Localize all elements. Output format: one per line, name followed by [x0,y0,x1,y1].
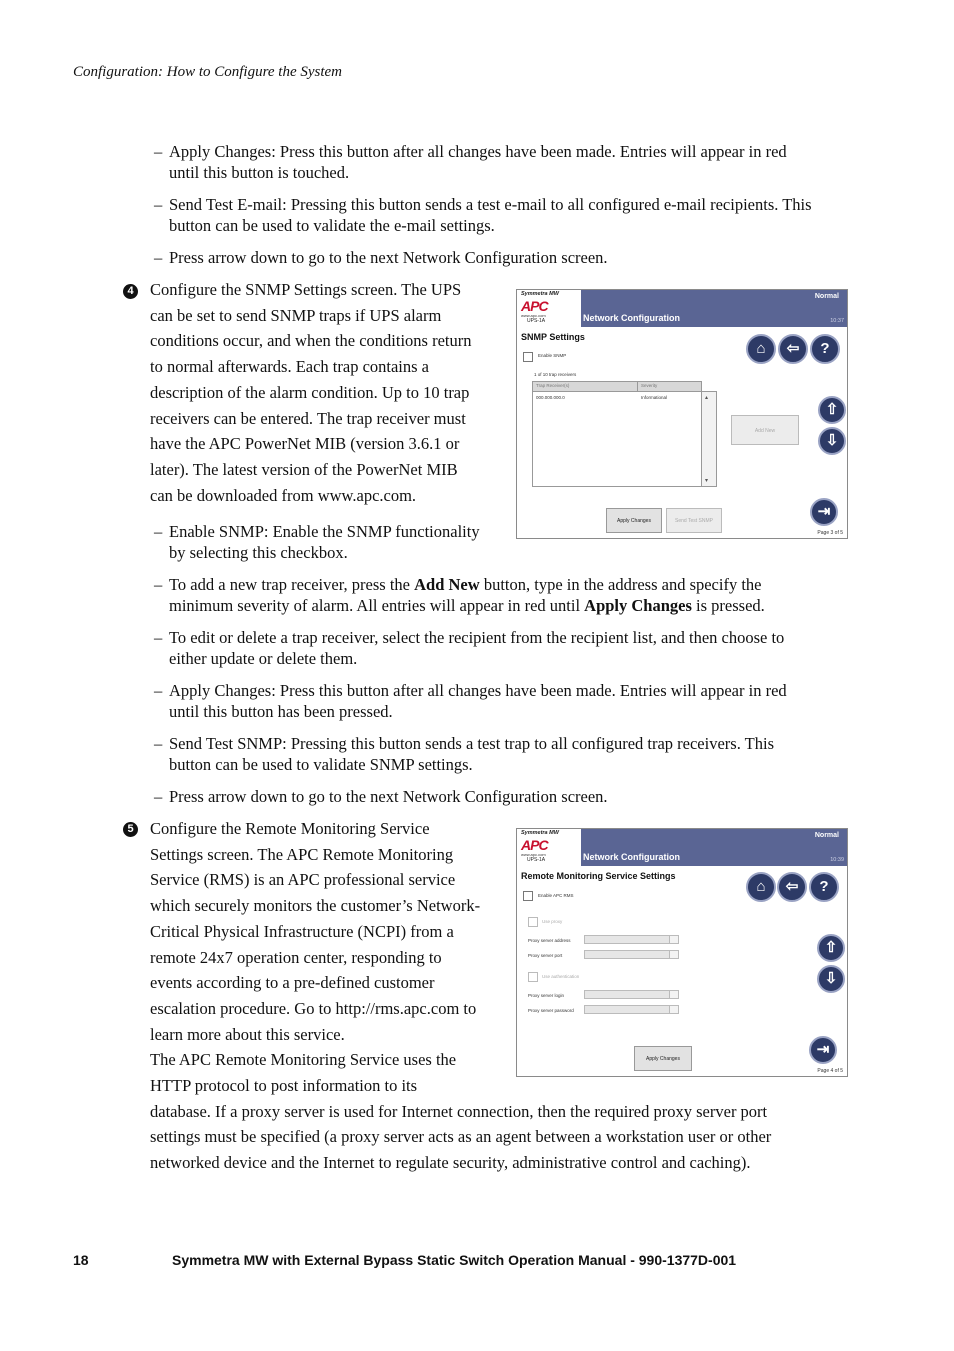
enable-snmp-label: Enable SNMP [538,353,567,358]
running-head: Configuration: How to Configure the System [73,64,343,80]
exit-icon[interactable]: ⇥ [809,1036,837,1064]
list-scrollbar[interactable] [701,391,717,487]
apply-changes-button[interactable]: Apply Changes [634,1046,692,1071]
page-indicator: Page 4 of 5 [817,1068,843,1074]
back-arrow-icon[interactable]: ⇦ [777,872,807,902]
trap-receiver-address[interactable]: 000.000.000.0 [536,395,565,400]
back-arrow-icon[interactable]: ⇦ [778,334,808,364]
scroll-down-icon[interactable]: ▾ [705,478,709,484]
arrow-down-icon[interactable]: ⇩ [818,427,846,455]
list-item: – Send Test SNMP: Pressing this button sends a test trap to all configured trap receivers. This button can be used to validate SNMP settings. [154,734,774,774]
screen-title: Network Configuration [583,313,680,323]
proxy-port-field[interactable] [584,950,679,959]
screen-title: Network Configuration [583,852,680,862]
column-header-severity: Severity [641,383,658,388]
home-icon[interactable]: ⌂ [746,872,776,902]
step-number-badge: 5 [123,822,138,837]
enable-rms-checkbox[interactable] [523,891,533,901]
home-icon[interactable]: ⌂ [746,334,776,364]
use-proxy-checkbox[interactable] [528,917,538,927]
step5-paragraph: Configure the Remote Monitoring Service Settings screen. The APC Remote Monitoring Service (RMS) is an APC professional service which securely monitors the customer’s Network- Critical Physical Infrastructure (NCPI) from a remote 24x7 operation center, responding to events according to a pre-defined customer escalation procedure. Go to http://rms.apc.com to learn more about this service. The APC Remote Monitoring Service uses the HTTP protocol to post information to its database. If a proxy server is used for Internet connection, then the required proxy server port settings must be specified (a proxy server acts as an agent between a workstation user or other networked device and the Internet to regulate security, administrative control and caching). [150,819,772,1173]
column-header-trap-receiver: Trap Receiver(s) [536,383,570,388]
apc-logo: Symmetra MW APC www.apc.com UPS-1A [517,829,581,866]
step-number-badge: 4 [123,284,138,299]
screen-heading: Remote Monitoring Service Settings [521,871,676,881]
apc-logo: Symmetra MW APC www.apc.com UPS-1A [517,290,581,327]
proxy-address-field[interactable] [584,935,679,944]
list-item: – To add a new trap receiver, press the Add New button, type in the address and specify the minimum severity of alarm. All entries will appear in red until Apply Changes is pressed. [154,575,765,615]
proxy-address-label: Proxy server address [528,938,571,943]
proxy-port-label: Proxy server port [528,953,563,958]
list-item: – Enable SNMP: Enable the SNMP functionality by selecting this checkbox. [154,522,480,562]
arrow-up-icon[interactable]: ⇧ [817,934,845,962]
use-proxy-label: Use proxy [542,919,563,924]
screen-header [517,290,847,327]
trap-count-label: 1 of 10 trap receivers [534,372,577,377]
list-item: – Send Test E-mail: Pressing this button sends a test e-mail to all configured e-mail recipients. This button can be used to validate the e-mail settings. [154,195,812,235]
footer-title: Symmetra MW with External Bypass Static Switch Operation Manual - 990-1377D-001 [172,1252,737,1268]
arrow-down-icon[interactable]: ⇩ [817,965,845,993]
add-new-button[interactable]: Add New [731,415,799,445]
page-indicator: Page 3 of 5 [817,530,843,536]
snmp-settings-screen [516,289,848,539]
list-item: – Press arrow down to go to the next Network Configuration screen. [154,787,608,806]
clock: 10:37 [830,318,844,324]
step4-paragraph: Configure the SNMP Settings screen. The UPS can be set to send SNMP traps if UPS alarm conditions occur, and when the conditions return to normal afterwards. Each trap contains a description of the alarm condition. Up to 10 trap receivers can be entered. The trap receiver must have the APC PowerNet MIB (version 3.6.1 or later). The latest version of the PowerNet MIB can be downloaded from www.apc.com. [150,280,472,505]
help-icon[interactable]: ? [810,334,840,364]
help-icon[interactable]: ? [809,872,839,902]
use-authentication-checkbox[interactable] [528,972,538,982]
screen-header [517,829,847,866]
clock: 10:39 [830,857,844,863]
trap-receiver-severity[interactable]: Informational [641,395,668,400]
list-item: – To edit or delete a trap receiver, select the recipient from the recipient list, and then choose to either update or delete them. [154,628,785,668]
send-test-snmp-button[interactable]: Send Test SNMP [666,508,722,533]
proxy-login-label: Proxy server login [528,993,565,998]
list-item: – Apply Changes: Press this button after all changes have been made. Entries will appear in red until this button has been pressed. [154,681,787,721]
list-item: – Press arrow down to go to the next Network Configuration screen. [154,248,608,267]
exit-icon[interactable]: ⇥ [810,498,838,526]
list-item: – Apply Changes: Press this button after all changes have been made. Entries will appear in red until this button is touched. [154,142,787,182]
status-badge: Normal [814,832,839,839]
arrow-up-icon[interactable]: ⇧ [818,396,846,424]
enable-rms-label: Enable APC RMS [538,893,574,898]
page-number: 18 [73,1252,89,1268]
apply-changes-button[interactable]: Apply Changes [606,508,662,533]
proxy-password-field[interactable] [584,1005,679,1014]
use-authentication-label: Use authentication [542,974,580,979]
proxy-password-label: Proxy server password [528,1008,574,1013]
scroll-up-icon[interactable]: ▴ [705,395,709,401]
step4-item-list [154,521,854,811]
enable-snmp-checkbox[interactable] [523,352,533,362]
screen-heading: SNMP Settings [521,332,585,342]
status-badge: Normal [814,293,839,300]
trap-receiver-list[interactable] [532,381,702,487]
proxy-login-field[interactable] [584,990,679,999]
rms-settings-screen [516,828,848,1077]
